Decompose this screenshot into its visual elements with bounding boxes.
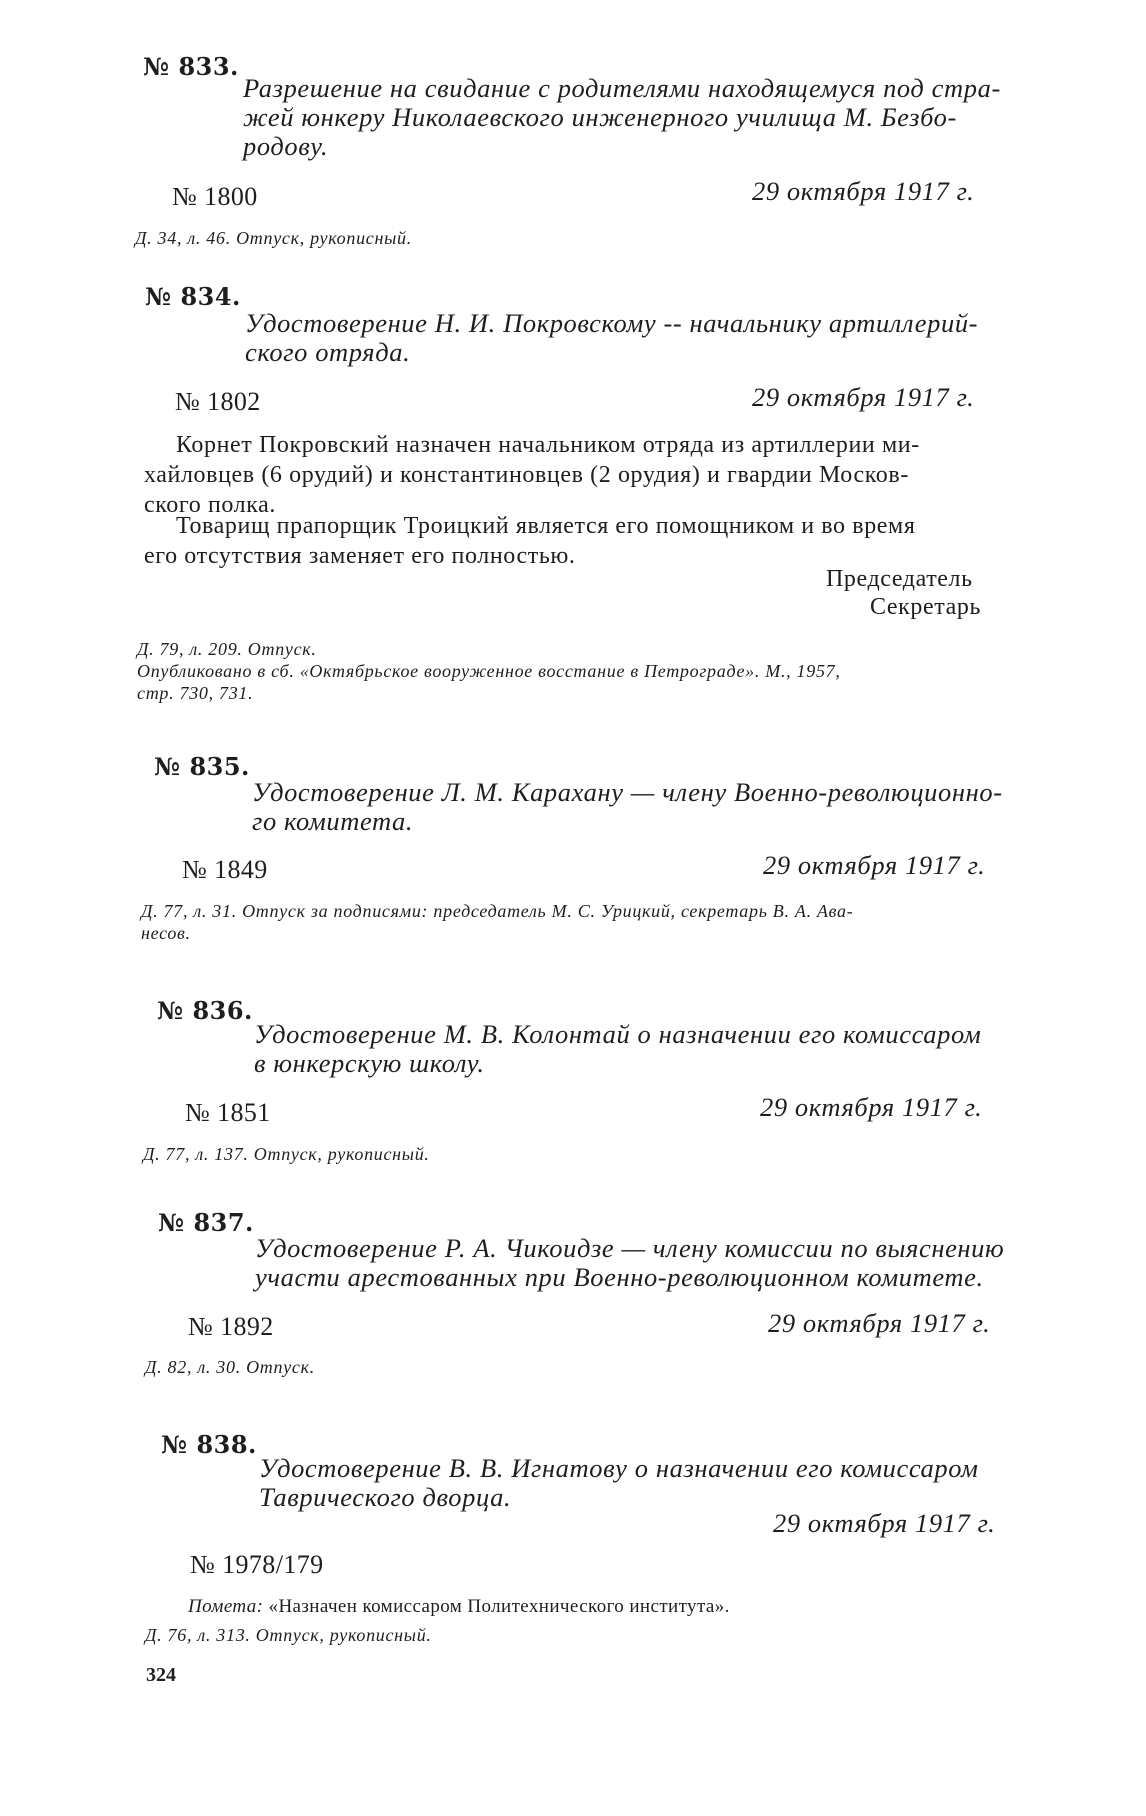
page-number: 324: [146, 1664, 176, 1686]
entry-836-number: № 836.: [157, 996, 253, 1025]
entry-835-archive: [141, 900, 853, 944]
entry-834-body-line: Корнет Покровский назначен начальником отряда из артиллерии ми-: [176, 432, 920, 458]
entry-834-date: 29 октября 1917 г.: [752, 382, 975, 412]
entry-833-title-line: Разрешение на свидание с родителями находящемуся под стра-: [243, 73, 1001, 103]
entry-835-number: № 835.: [154, 752, 250, 781]
entry-835-title-line: Удостоверение Л. М. Карахану — члену Военно-революционно-: [252, 777, 1003, 807]
entry-838-number: № 838.: [161, 1430, 257, 1459]
entry-837-archive: Д. 82, л. 30. Отпуск.: [145, 1357, 315, 1377]
entry-836-title-line: Удостоверение М. В. Колонтай о назначении его комиссаром: [254, 1019, 982, 1049]
entry-837-title: [255, 1234, 1077, 1292]
entry-838-note-label: Помета:: [188, 1596, 264, 1617]
entry-834-body-line: его отсутствия заменяет его полностью.: [144, 543, 576, 569]
entry-838-reg-number: № 1978/179: [190, 1550, 324, 1579]
entry-838-title-line: Удостоверение В. В. Игнатову о назначении его комиссаром: [259, 1453, 979, 1483]
entry-834-archive-line: Опубликовано в сб. «Октябрьское вооруженное восстание в Петрограде». М., 1957,: [137, 661, 841, 681]
entry-835-title: [252, 778, 1074, 836]
entry-838-title-line: Таврического дворца.: [259, 1482, 512, 1512]
entry-836-reg-number: № 1851: [185, 1098, 271, 1127]
entry-833-reg-number: № 1800: [172, 182, 258, 211]
entry-833-archive: Д. 34, л. 46. Отпуск, рукописный.: [135, 228, 412, 248]
entry-835-reg-number: № 1849: [182, 855, 268, 884]
entry-836-date: 29 октября 1917 г.: [760, 1092, 983, 1122]
entry-836-title: [254, 1020, 1076, 1078]
entry-834-body: [144, 430, 1068, 520]
entry-838-date: 29 октября 1917 г.: [773, 1508, 996, 1538]
entry-837-title-line: участи арестованных при Военно-революционном комитете.: [255, 1262, 984, 1292]
entry-838-note: [188, 1596, 730, 1618]
entry-833-title: [243, 74, 1065, 161]
entry-833-date: 29 октября 1917 г.: [752, 176, 975, 206]
entry-838-note-text: «Назначен комиссаром Политехнического института».: [263, 1596, 730, 1617]
entry-834-body-line: ского полка.: [144, 492, 276, 518]
entry-834-title-line: Удостоверение Н. И. Покровскому -- начальнику артиллерий-: [245, 308, 979, 338]
entry-834-title-line: ского отряда.: [245, 337, 411, 367]
entry-836-archive: Д. 77, л. 137. Отпуск, рукописный.: [143, 1144, 430, 1164]
entry-833-title-line: жей юнкеру Николаевского инженерного училища М. Безбо-: [243, 102, 957, 132]
entry-834-body-line: Товарищ прапорщик Троицкий является его помощником и во время: [176, 513, 916, 539]
entry-838-archive: Д. 76, л. 313. Отпуск, рукописный.: [145, 1625, 432, 1645]
entry-834-reg-number: № 1802: [175, 387, 261, 416]
entry-837-number: № 837.: [158, 1208, 254, 1237]
entry-837-title-line: Удостоверение Р. А. Чикоидзе — члену комиссии по выяснению: [255, 1233, 1005, 1263]
entry-836-title-line: в юнкерскую школу.: [254, 1048, 485, 1078]
entry-838-title: [259, 1454, 1081, 1512]
entry-834-archive: [137, 638, 841, 704]
entry-834-archive-line: Д. 79, л. 209. Отпуск.: [137, 639, 317, 659]
entry-835-date: 29 октября 1917 г.: [763, 850, 986, 880]
entry-834-number: № 834.: [145, 282, 241, 311]
entry-834-body-2: [144, 511, 1068, 571]
signature-secretary: Секретарь: [870, 594, 982, 620]
entry-833-title-line: родову.: [243, 131, 329, 161]
entry-834-title: [245, 309, 1067, 367]
entry-833-number: № 833.: [143, 52, 239, 81]
entry-835-archive-line: Д. 77, л. 31. Отпуск за подписями: председатель М. С. Урицкий, секретарь В. А. Ава-: [141, 901, 854, 921]
entry-834-archive-line: стр. 730, 731.: [137, 683, 254, 703]
entry-834-body-line: хайловцев (6 орудий) и константиновцев (2 орудия) и гвардии Москов-: [144, 462, 909, 488]
entry-837-reg-number: № 1892: [188, 1312, 274, 1341]
signature-chairman: Председатель: [826, 566, 973, 592]
entry-837-date: 29 октября 1917 г.: [768, 1308, 991, 1338]
entry-835-title-line: го комитета.: [252, 806, 414, 836]
entry-835-archive-line: несов.: [141, 923, 191, 943]
